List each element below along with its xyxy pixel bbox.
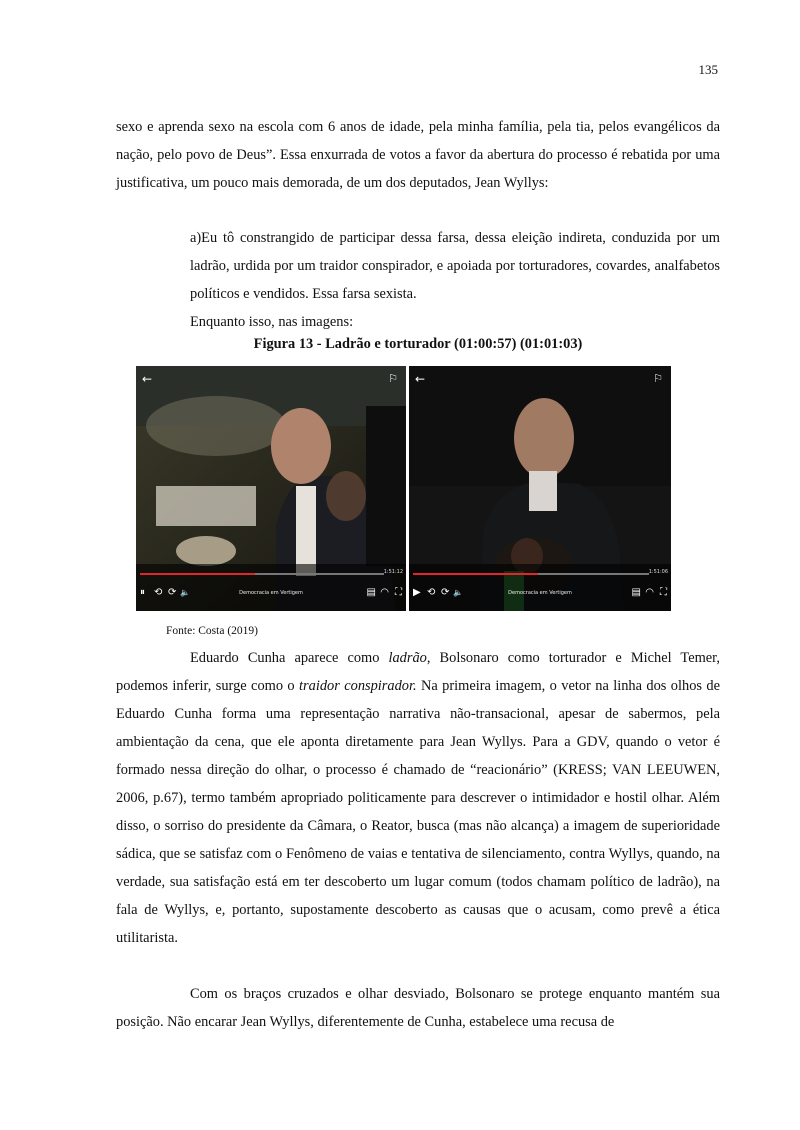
rewind-icon[interactable]: ⟲	[427, 587, 436, 598]
flag-icon[interactable]: ⚐	[653, 372, 663, 385]
progress-bar-1[interactable]	[140, 573, 384, 575]
forward-icon[interactable]: ⟳	[441, 587, 450, 598]
page-number: 135	[698, 62, 718, 77]
figure-title: Figura 13 - Ladrão e torturador (01:00:57) (01:01:03)	[253, 336, 583, 352]
volume-icon[interactable]: 🔈	[180, 588, 190, 597]
body-paragraph-3	[116, 980, 720, 1036]
video-caption-1: Democracia em Vertigem	[239, 590, 303, 596]
speed-icon[interactable]: ◠	[380, 587, 389, 598]
figure-source: Fonte: Costa (2019)	[166, 625, 258, 637]
paragraph-2-part-1: Eduardo Cunha aparece como	[190, 650, 389, 666]
video-controls-2	[413, 586, 667, 600]
body-paragraph-1	[116, 113, 720, 197]
play-icon[interactable]: ▶	[413, 587, 421, 598]
quote-line-2: Enquanto isso, nas imagens:	[190, 314, 354, 330]
paragraph-2-part-3: Na primeira imagem, o vetor na linha dos olhos de Eduardo Cunha forma uma representação narrativa não-transacional, apesar de sabermos, pela ambientação da cena, que ele aponta diretamente para Jean Wyllys. Para a GDV, quando o vetor é formado nessa direção do olhar, o processo é chamado de “reacionário” (KRESS; VAN LEEUWEN, 2006, p.67), termo também apropriado politicamente para descrever o intimidador e hostil olhar. Além disso, o sorriso do presidente da Câmara, o Reator, busca (mas não alcança) a imagem de superioridade sádica, que se satisfaz com o Fenômeno de vaias e tentativa de silenciamento, contra Wyllys, quando, na verdade, sua satisfação está em ter descoberto um lugar comum (todos chamam político de ladrão), na fala de Wyllys, e, portanto, supostamente descoberto as causas que o acusam, como prevê a ética utilitarista.	[116, 678, 720, 946]
fullscreen-icon[interactable]: ⛶	[395, 587, 402, 598]
paragraph-3-text: Com os braços cruzados e olhar desviado, Bolsonaro se protege enquanto mantém sua posição. Não encarar Jean Wyllys, diferentemente de Cunha, estabelece uma recusa de	[116, 986, 720, 1030]
paragraph-2-text	[116, 644, 720, 952]
video-time-1: 1:51:12	[383, 569, 403, 575]
video-frame-1[interactable]	[136, 366, 406, 611]
block-quote	[190, 224, 720, 336]
paragraph-2-part-2: , Bolsonaro como torturador e Michel Temer, podemos inferir, surge como o	[116, 650, 720, 694]
paragraph-2-italic-2: traidor conspirador.	[299, 678, 417, 694]
paragraph-2-italic-1: ladrão	[388, 650, 427, 666]
forward-icon[interactable]: ⟳	[168, 587, 177, 598]
pause-icon[interactable]: ⏸	[140, 587, 145, 598]
subtitles-icon[interactable]: ▤	[366, 587, 376, 598]
fullscreen-icon[interactable]: ⛶	[660, 587, 667, 598]
body-paragraph-2	[116, 644, 720, 952]
video-time-2: 1:51:06	[648, 569, 668, 575]
rewind-icon[interactable]: ⟲	[154, 587, 163, 598]
progress-bar-2[interactable]	[413, 573, 649, 575]
back-arrow-icon[interactable]: ←	[415, 372, 426, 386]
paragraph-1-text: sexo e aprenda sexo na escola com 6 anos de idade, pela minha família, pela tia, pelos evangélicos da nação, pelo povo de Deus”. Essa enxurrada de votos a favor da abertura do processo é rebatida por uma justificativa, um pouco mais demorada, de um dos deputados, Jean Wyllys:	[116, 119, 720, 191]
video-frame-2[interactable]	[409, 366, 671, 611]
speed-icon[interactable]: ◠	[645, 587, 654, 598]
progress-fill-2	[413, 573, 538, 575]
figure-13	[136, 366, 671, 611]
quote-line-1: a)Eu tô constrangido de participar dessa farsa, dessa eleição indireta, conduzida por um ladrão, urdida por um traidor conspirador, e apoiada por torturadores, covardes, analfabetos políticos e vendidos. Essa farsa sexista.	[190, 230, 720, 302]
video-caption-2: Democracia em Vertigem	[508, 590, 572, 596]
video-controls-1	[140, 586, 402, 600]
back-arrow-icon[interactable]: ←	[142, 372, 153, 386]
subtitles-icon[interactable]: ▤	[631, 587, 641, 598]
flag-icon[interactable]: ⚐	[388, 372, 398, 385]
progress-fill-1	[140, 573, 255, 575]
volume-icon[interactable]: 🔈	[453, 588, 463, 597]
